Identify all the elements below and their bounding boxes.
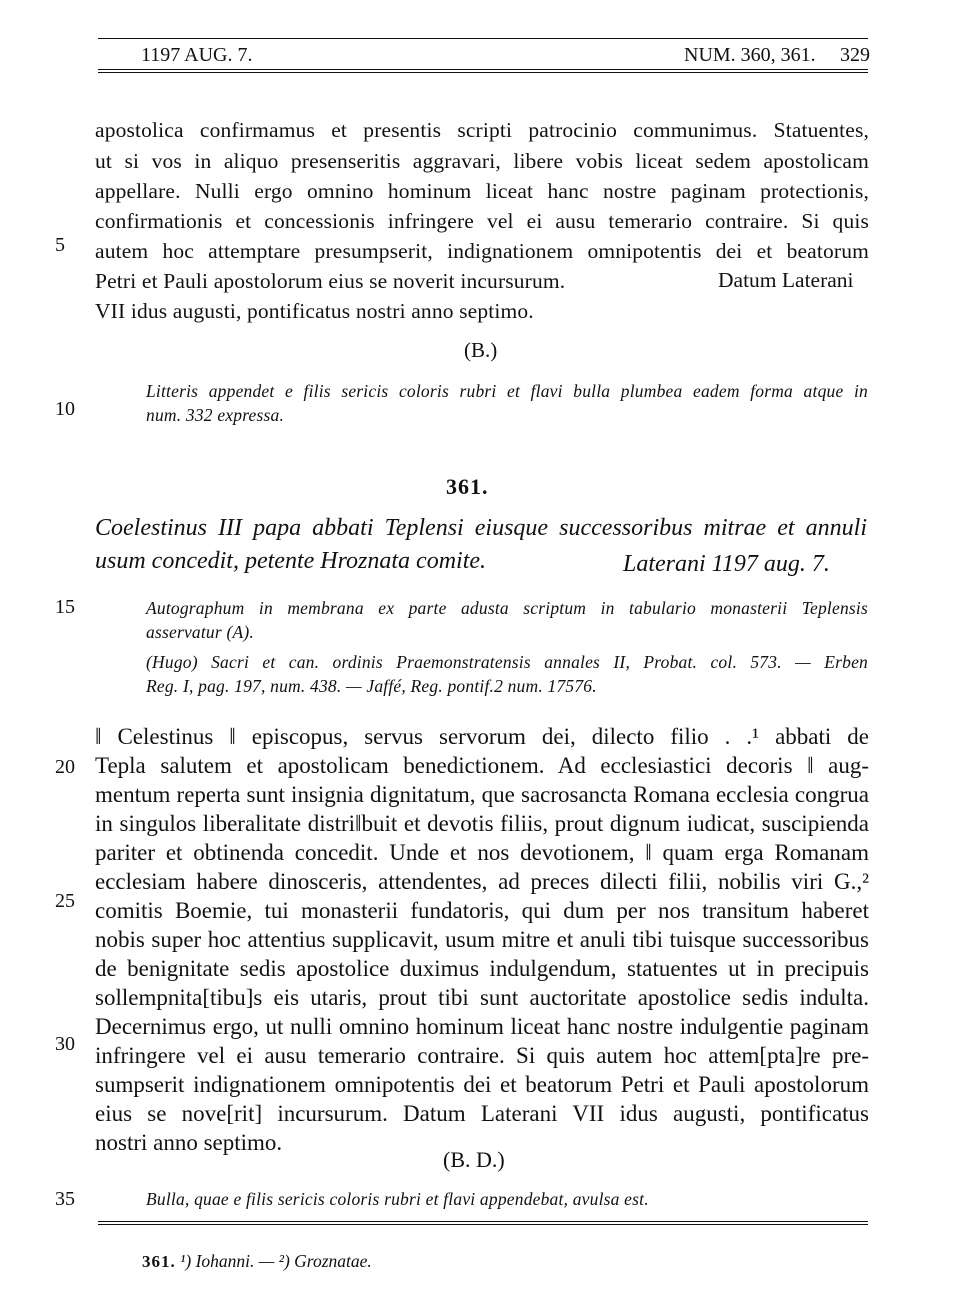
text-line: Petri et Pauli apostolorum eius se noverit incursurum. (95, 269, 566, 293)
doc360-text (95, 118, 869, 329)
doc360-note (146, 381, 868, 426)
line-number: 15 (55, 596, 75, 618)
text-line: Decernimus ergo, ut nulli omnino hominum liceat hanc nostre indulgentie paginam (95, 1014, 869, 1039)
text-line: ‖ Celestinus ‖ episcopus, servus servorum dei, dilecto filio . .¹ abbati de (95, 724, 869, 749)
source-note (146, 598, 868, 697)
text-line: autem hoc attemptare presumpserit, indignationem omnipotentis dei et beatorum (95, 239, 869, 263)
header-top-rule (98, 38, 868, 39)
doc360-seal: (B.) (464, 338, 498, 362)
regest-line: usum concedit, petente Hroznata comite. (95, 548, 487, 574)
text-line: comitis Boemie, tui monasterii fundatoris, qui dum per nos transitum haberet (95, 898, 869, 923)
text-line: sollempnita[tibu]s eis utaris, prout tibi sunt auctoritate apostolice sedis indulta. (95, 985, 869, 1010)
text-line: eius se nove[rit] incursurum. Datum Laterani VII idus augusti, pontificatus (95, 1101, 869, 1126)
source-line: Autographum in membrana ex parte adusta scriptum in tabulario monasterii Teplensis (146, 598, 868, 618)
doc360-dated-label: Datum Laterani (718, 268, 854, 292)
text-line: VII idus augusti, pontificatus nostri anno septimo. (95, 299, 534, 323)
text-line: in singulos liberalitate distri‖buit et devotis filiis, prout dignum iudicat, suscipienda (95, 811, 869, 836)
text-line: Tepla salutem et apostolicam benedictionem. Ad ecclesiastici decoris ‖ aug- (95, 753, 869, 778)
note-line: Litteris appendet e filis sericis coloris rubri et flavi bulla plumbea eadem forma atque in (146, 381, 868, 401)
footnote-rule-2 (98, 1224, 868, 1225)
text-line: confirmationis et concessionis infringere vel ei ausu temerario contraire. Si quis (95, 209, 869, 233)
doc361-note: Bulla, quae e filis sericis coloris rubri et flavi appendebat, avulsa est. (146, 1189, 649, 1209)
place-date: Laterani 1197 aug. 7. (623, 551, 830, 577)
text-line: nostri anno septimo. (95, 1130, 283, 1155)
text-line: appellare. Nulli ergo omnino hominum liceat hanc nostre paginam protectionis, (95, 179, 869, 203)
text-line: ut si vos in aliquo presenseritis aggravari, libere vobis liceat sedem apostolicam (95, 149, 869, 173)
note-line: num. 332 expressa. (146, 405, 285, 425)
text-line: pariter et obtinenda concedit. Unde et nos devotionem, ‖ quam erga Romanam (95, 840, 869, 865)
source-line: asservatur (A). (146, 622, 254, 642)
line-number: 20 (55, 756, 75, 778)
text-line: sumpserit indignationem omnipotentis dei et beatorum Petri et Pauli apostolorum (95, 1072, 869, 1097)
page-number: 329 (840, 44, 870, 66)
doc361-text (95, 724, 869, 1159)
source-line: Reg. I, pag. 197, num. 438. — Jaffé, Reg. pontif.2 num. 17576. (146, 676, 597, 696)
header-doc-numbers: NUM. 360, 361. (684, 44, 816, 66)
source-line: (Hugo) Sacri et can. ordinis Praemonstratensis annales II, Probat. col. 573. — Erben (146, 652, 868, 672)
document-number: 361. (446, 474, 489, 499)
header-date: 1197 AUG. 7. (141, 44, 253, 66)
text-line: de benignitate sedis apostolice duximus indulgendum, statuentes ut in precipuis (95, 956, 869, 981)
line-number: 25 (55, 890, 75, 912)
footnote-number: 361. (142, 1252, 176, 1271)
footnote-rule (98, 1221, 868, 1222)
line-number: 10 (55, 398, 75, 420)
line-number: 35 (55, 1188, 75, 1210)
line-number: 5 (55, 234, 65, 256)
text-line: infringere vel ei ausu temerario contraire. Si quis autem hoc attem[pta]re pre- (95, 1043, 869, 1068)
text-line: ecclesiam habere dinosceris, attendentes, ad preces dilecti filii, nobilis viri G.,² (95, 869, 869, 894)
line-number: 30 (55, 1033, 75, 1055)
footnote-text: ¹) Iohanni. — ²) Groznatae. (180, 1251, 372, 1271)
doc361-seal: (B. D.) (443, 1147, 505, 1172)
text-line: mentum reperta sunt insignia dignitatum, que sacrosancta Romana ecclesia congrua (95, 782, 869, 807)
header-bottom-rule (98, 69, 868, 70)
text-line: nobis super hoc attentius supplicavit, usum mitre et anuli tibi tuisque successoribus (95, 927, 869, 952)
header-bottom-rule-2 (98, 72, 868, 73)
regest-line: Coelestinus III papa abbati Teplensi eiusque successoribus mitrae et annuli (95, 515, 867, 541)
footnote (142, 1251, 372, 1272)
text-line: apostolica confirmamus et presentis scripti patrocinio communimus. Statuentes, (95, 118, 869, 142)
